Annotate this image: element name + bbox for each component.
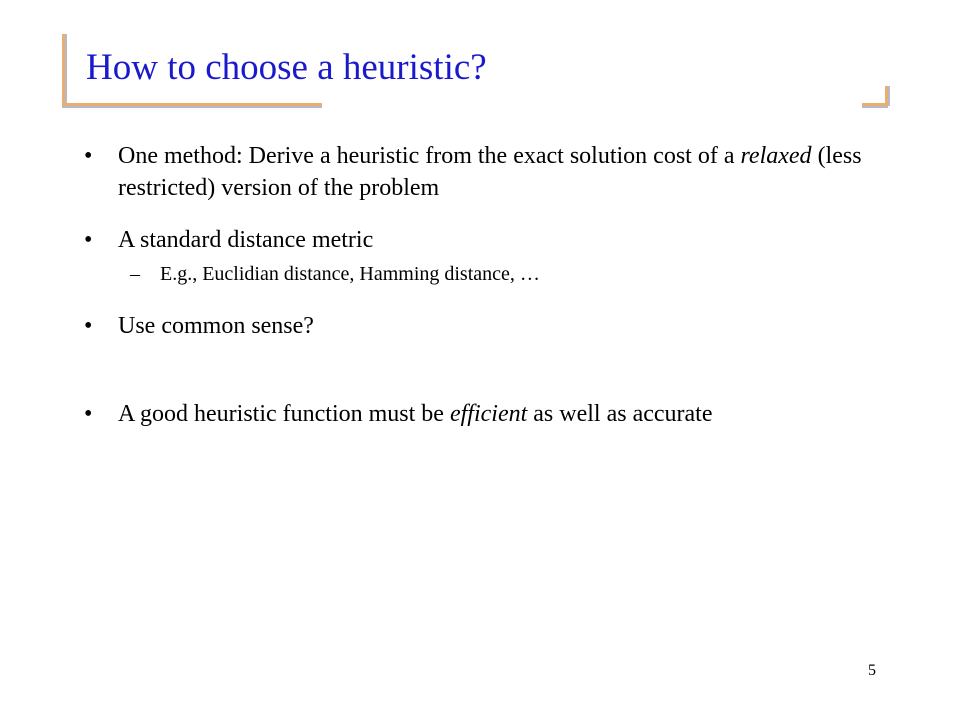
bullet-emphasis-efficient: efficient — [449, 401, 528, 427]
title-bracket-vertical-line — [62, 34, 65, 106]
bullet-marker: • — [84, 227, 93, 253]
bullet-emphasis-relaxed: relaxed — [740, 143, 812, 169]
bullet-text-before: A good heuristic function must be — [118, 401, 450, 427]
page-number: 5 — [868, 662, 876, 679]
bullet-text-after: (less restricted) version of the problem — [118, 143, 862, 201]
bullet-item-distance-metric — [84, 224, 864, 256]
bullet-text: A standard distance metric — [118, 227, 374, 253]
bullet-list — [84, 140, 864, 430]
sub-bullet-marker: – — [130, 263, 140, 285]
bullet-item-good-heuristic — [84, 398, 864, 430]
bullet-item-common-sense — [84, 310, 864, 342]
bullet-item-relaxed-problem — [84, 140, 864, 204]
sub-bullet-text: E.g., Euclidian distance, Hamming distance, … — [160, 263, 540, 285]
bullet-text: Use common sense? — [118, 313, 314, 339]
slide-title: How to choose a heuristic? — [86, 47, 487, 88]
bullet-marker: • — [84, 401, 93, 427]
bullet-text-before: One method: Derive a heuristic from the exact solution cost of a — [118, 143, 741, 169]
corner-bracket-horizontal-line — [862, 103, 888, 106]
bullet-marker: • — [84, 143, 93, 169]
bullet-marker: • — [84, 313, 93, 339]
bullet-text-after: as well as accurate — [527, 401, 713, 427]
title-bracket-horizontal-line — [62, 103, 322, 106]
sub-bullet-item-distance-examples — [84, 260, 864, 288]
